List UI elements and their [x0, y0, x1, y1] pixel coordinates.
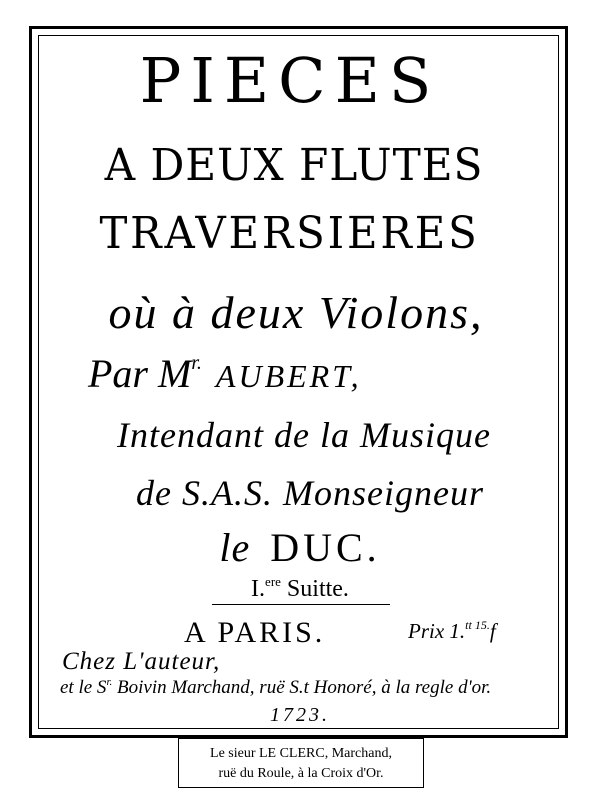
title-a-deux-flutes: A DEUX FLUTES: [104, 140, 484, 191]
price-sup: tt 15.: [465, 618, 490, 632]
title-traversieres: TRAVERSIERES: [99, 208, 480, 259]
price-suffix: f: [489, 619, 496, 643]
patron-prefix: le: [219, 525, 251, 570]
address-rest: Boivin Marchand, ruë S.t Honoré, à la regle d'or.: [117, 677, 492, 698]
price-prefix: Prix 1.: [408, 619, 466, 643]
suite-word: Suitte.: [286, 576, 349, 602]
publisher-address: [60, 676, 560, 699]
composer-line: [88, 350, 528, 397]
patron-duc-line: [150, 524, 450, 571]
composer-title: Intendant de la Musique: [117, 415, 491, 455]
label-line-1: Le sieur LE CLERC, Marchand,: [210, 746, 392, 761]
address-sup: r.: [106, 676, 113, 688]
address-prefix: et le S: [60, 677, 107, 698]
title-ou-a-deux-violons: où à deux Violons,: [108, 287, 484, 338]
year: 1723.: [270, 704, 330, 726]
city-line: A PARIS.: [184, 616, 326, 649]
suite-number: I.: [251, 576, 266, 602]
composer-prefix: Par M: [88, 351, 192, 396]
title-pieces: PIECES: [139, 44, 441, 117]
publisher-chez: Chez L'auteur,: [62, 648, 221, 675]
divider-rule: [212, 604, 390, 605]
suite-line: [170, 574, 430, 603]
suite-number-sup: ere: [265, 574, 281, 589]
composer-prefix-sup: r.: [191, 352, 202, 374]
price: [408, 618, 496, 644]
patron-line: de S.A.S. Monseigneur: [136, 473, 484, 513]
patron-name: DUC.: [270, 525, 381, 570]
seller-label-slip: [178, 738, 424, 788]
label-line-2: ruë du Roule, à la Croix d'Or.: [218, 766, 384, 781]
composer-name: AUBERT,: [215, 358, 362, 394]
